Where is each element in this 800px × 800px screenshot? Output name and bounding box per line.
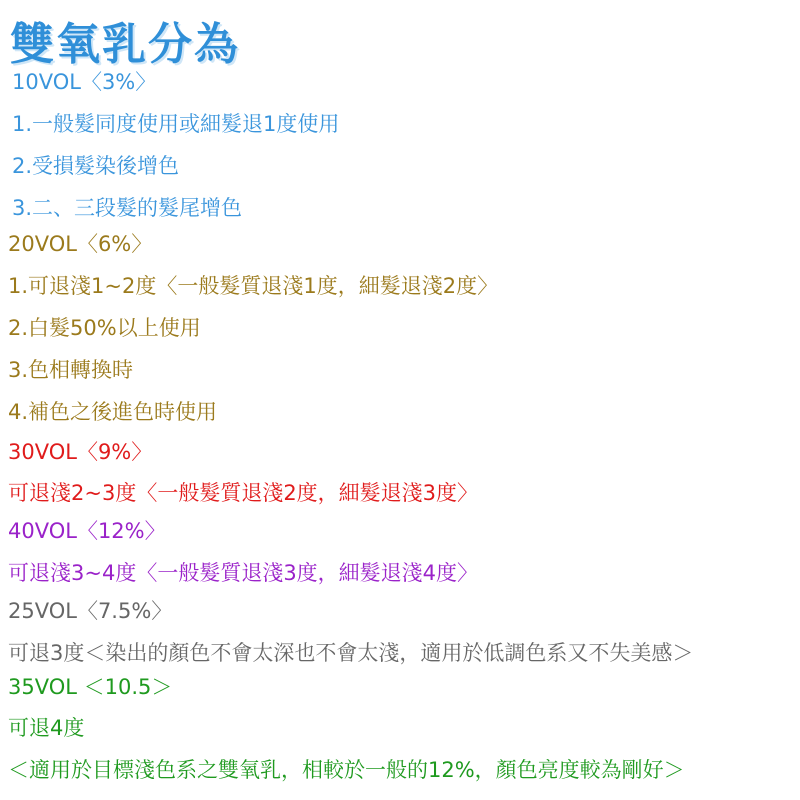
section-10vol-item-1: 1.一般髮同度使用或細髮退1度使用 bbox=[12, 112, 340, 136]
section-20vol-heading: 20VOL〈6%〉 bbox=[8, 232, 153, 256]
section-20vol-item-1: 1.可退淺1~2度〈一般髮質退淺1度，細髮退淺2度〉 bbox=[8, 274, 499, 298]
section-20vol-item-2: 2.白髮50%以上使用 bbox=[8, 316, 201, 340]
section-20vol-item-4: 4.補色之後進色時使用 bbox=[8, 400, 218, 424]
section-10vol-item-3: 3.二、三段髮的髮尾增色 bbox=[12, 196, 243, 220]
section-25vol-heading: 25VOL〈7.5%〉 bbox=[8, 599, 173, 623]
section-40vol-heading: 40VOL〈12%〉 bbox=[8, 519, 166, 543]
section-20vol-item-3: 3.色相轉換時 bbox=[8, 358, 134, 382]
section-25vol-item-1: 可退3度＜染出的顏色不會太深也不會太淺，適用於低調色系又不失美感＞ bbox=[8, 641, 694, 665]
section-35vol-item-2: ＜適用於目標淺色系之雙氧乳，相較於一般的12%，顏色亮度較為剛好＞ bbox=[8, 758, 685, 782]
page-title: 雙氧乳分為 bbox=[10, 19, 240, 70]
section-35vol-heading: 35VOL ＜10.5＞ bbox=[8, 675, 173, 699]
section-10vol-item-2: 2.受損髮染後增色 bbox=[12, 154, 180, 178]
section-30vol-item-1: 可退淺2~3度〈一般髮質退淺2度，細髮退淺3度〉 bbox=[8, 481, 479, 505]
section-40vol-item-1: 可退淺3~4度〈一般髮質退淺3度，細髮退淺4度〉 bbox=[8, 561, 479, 585]
section-35vol-item-1: 可退4度 bbox=[8, 716, 85, 740]
section-30vol-heading: 30VOL〈9%〉 bbox=[8, 440, 153, 464]
section-10vol-heading: 10VOL〈3%〉 bbox=[12, 70, 157, 94]
